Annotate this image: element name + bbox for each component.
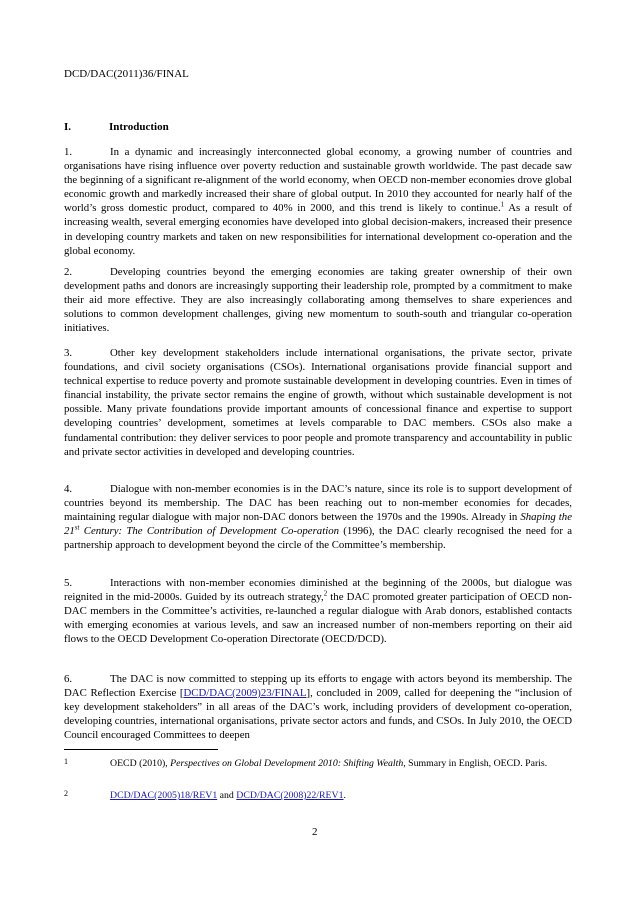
- footnote-text: OECD (2010),: [110, 758, 171, 769]
- footnote-ref[interactable]: 2: [323, 589, 328, 598]
- paragraph-number: 3.: [64, 347, 73, 359]
- footnote-2: [64, 789, 572, 802]
- paragraph-number: 1.: [64, 146, 73, 158]
- paragraph-3: [64, 346, 572, 459]
- section-title: Introduction: [109, 121, 169, 133]
- paragraph-text: The DAC is now committed to stepping up its efforts to engage with actors beyond its membership. The DAC Reflection Exercise [: [64, 673, 572, 700]
- paragraph-text: the DAC promoted greater participation of OECD non-DAC members in the Committee’s activities, re-launched a regular dialogue with Arab donors, established contacts with emerging economies at various levels, and saw an increased number of non-members reporting on their aid flows to the OECD Development Co-operation Directorate (OECD/DCD).: [64, 591, 572, 646]
- footnote-ref[interactable]: 1: [500, 200, 505, 209]
- paragraph-number: 5.: [64, 577, 73, 589]
- publication-title: Century: The Contribution of Development Co-operation: [79, 525, 339, 538]
- document-reference-header: DCD/DAC(2011)36/FINAL: [64, 68, 189, 80]
- paragraph-2: [64, 265, 572, 335]
- paragraph-text: (1996), the DAC clearly recognised the need for a partnership approach to development beyond the circle of the Committee’s membership.: [64, 525, 572, 552]
- paragraph-text: Dialogue with non-member economies is in the DAC’s nature, since its role is to support development of countries beyond its membership. The DAC has been reaching out to non-member economies for decades, maintaining regular dialogue with major non-DAC donors between the 1970s and the 1990s. Already in: [64, 483, 572, 524]
- paragraph-text: Developing countries beyond the emerging economies are taking greater ownership of their own development paths and donors are increasingly supporting their leadership role, prompted by a commitment to make their aid more effective. They are also increasingly collaborating among themselves to share experiences and solutions to common development challenges, giving new momentum to south-south and triangular co-operation initiatives.: [64, 266, 572, 335]
- paragraph-text: In a dynamic and increasingly interconnected global economy, a growing number of countries and organisations have rising influence over poverty reduction and sustainable growth worldwide. The past decade saw the beginning of a significant re-alignment of the world economy, when OECD non-member economies drove global economic growth and markedly increased their share of global output. In 2010 they accounted for nearly half of the world’s gross domestic product, compared to 40% in 2000, and this trend is likely to continue.: [64, 146, 572, 215]
- paragraph-6: [64, 672, 572, 742]
- paragraph-text: Interactions with non-member economies diminished at the beginning of the 2000s, but dialogue was reignited in the mid-2000s. Guided by its outreach strategy,: [64, 577, 572, 604]
- paragraph-5: [64, 576, 572, 646]
- paragraph-text: Other key development stakeholders include international organisations, the private sector, private foundations, and civil society organisations (CSOs). International organisations provide financial support and technical expertise to reduce poverty and promote sustainable development in developing countries. Even in times of financial instability, the private sector remains the engine of growth, without which sustainable development is not possible. Many private foundations provide important amounts of concessional finance and expertise to support developing countries’ development, sometimes at levels comparable to DAC members. CSOs also make a fundamental contribution: they deliver services to poor people and promote transparency and accountability in public and private sector activities in developed and developing countries.: [64, 347, 572, 458]
- paragraph-4: [64, 482, 572, 552]
- footnote-text: , Summary in English, OECD. Paris.: [403, 758, 548, 769]
- footnote-text: and: [217, 790, 237, 801]
- footnote-number: 1: [64, 757, 68, 766]
- paragraph-number: 6.: [64, 673, 73, 685]
- page-number: 2: [312, 826, 318, 838]
- document-link[interactable]: DCD/DAC(2005)18/REV1: [110, 790, 218, 801]
- paragraph-number: 4.: [64, 483, 73, 495]
- footnote-number: 2: [64, 789, 68, 798]
- footnote-1: [64, 757, 572, 770]
- footnote-title: Perspectives on Global Development 2010: Shifting Wealth: [170, 758, 404, 769]
- ordinal-suffix: st: [74, 523, 80, 532]
- section-number: I.: [64, 121, 72, 133]
- section-heading: [64, 121, 169, 133]
- paragraph-text: ], concluded in 2009, called for deepening the “inclusion of key development stakeholders” in all areas of the DAC’s work, including providers of development co-operation, developing countries, international organisations, private sector actors and funds, and CSOs. In July 2010, the OECD Council encouraged Committees to deepen: [64, 687, 572, 742]
- footnote-separator: [64, 749, 218, 750]
- document-link[interactable]: DCD/DAC(2008)22/REV1: [236, 790, 344, 801]
- paragraph-text: As a result of increasing wealth, several emerging economies have developed into global decision-makers, increased their presence in developing country markets and taken on new responsibilities for international development co-operation and the global economy.: [64, 202, 572, 257]
- paragraph-number: 2.: [64, 266, 73, 278]
- publication-title: Shaping the 21: [64, 511, 572, 538]
- document-link[interactable]: DCD/DAC(2009)23/FINAL: [183, 687, 307, 700]
- paragraph-1: [64, 145, 572, 258]
- footnote-text: .: [343, 790, 346, 801]
